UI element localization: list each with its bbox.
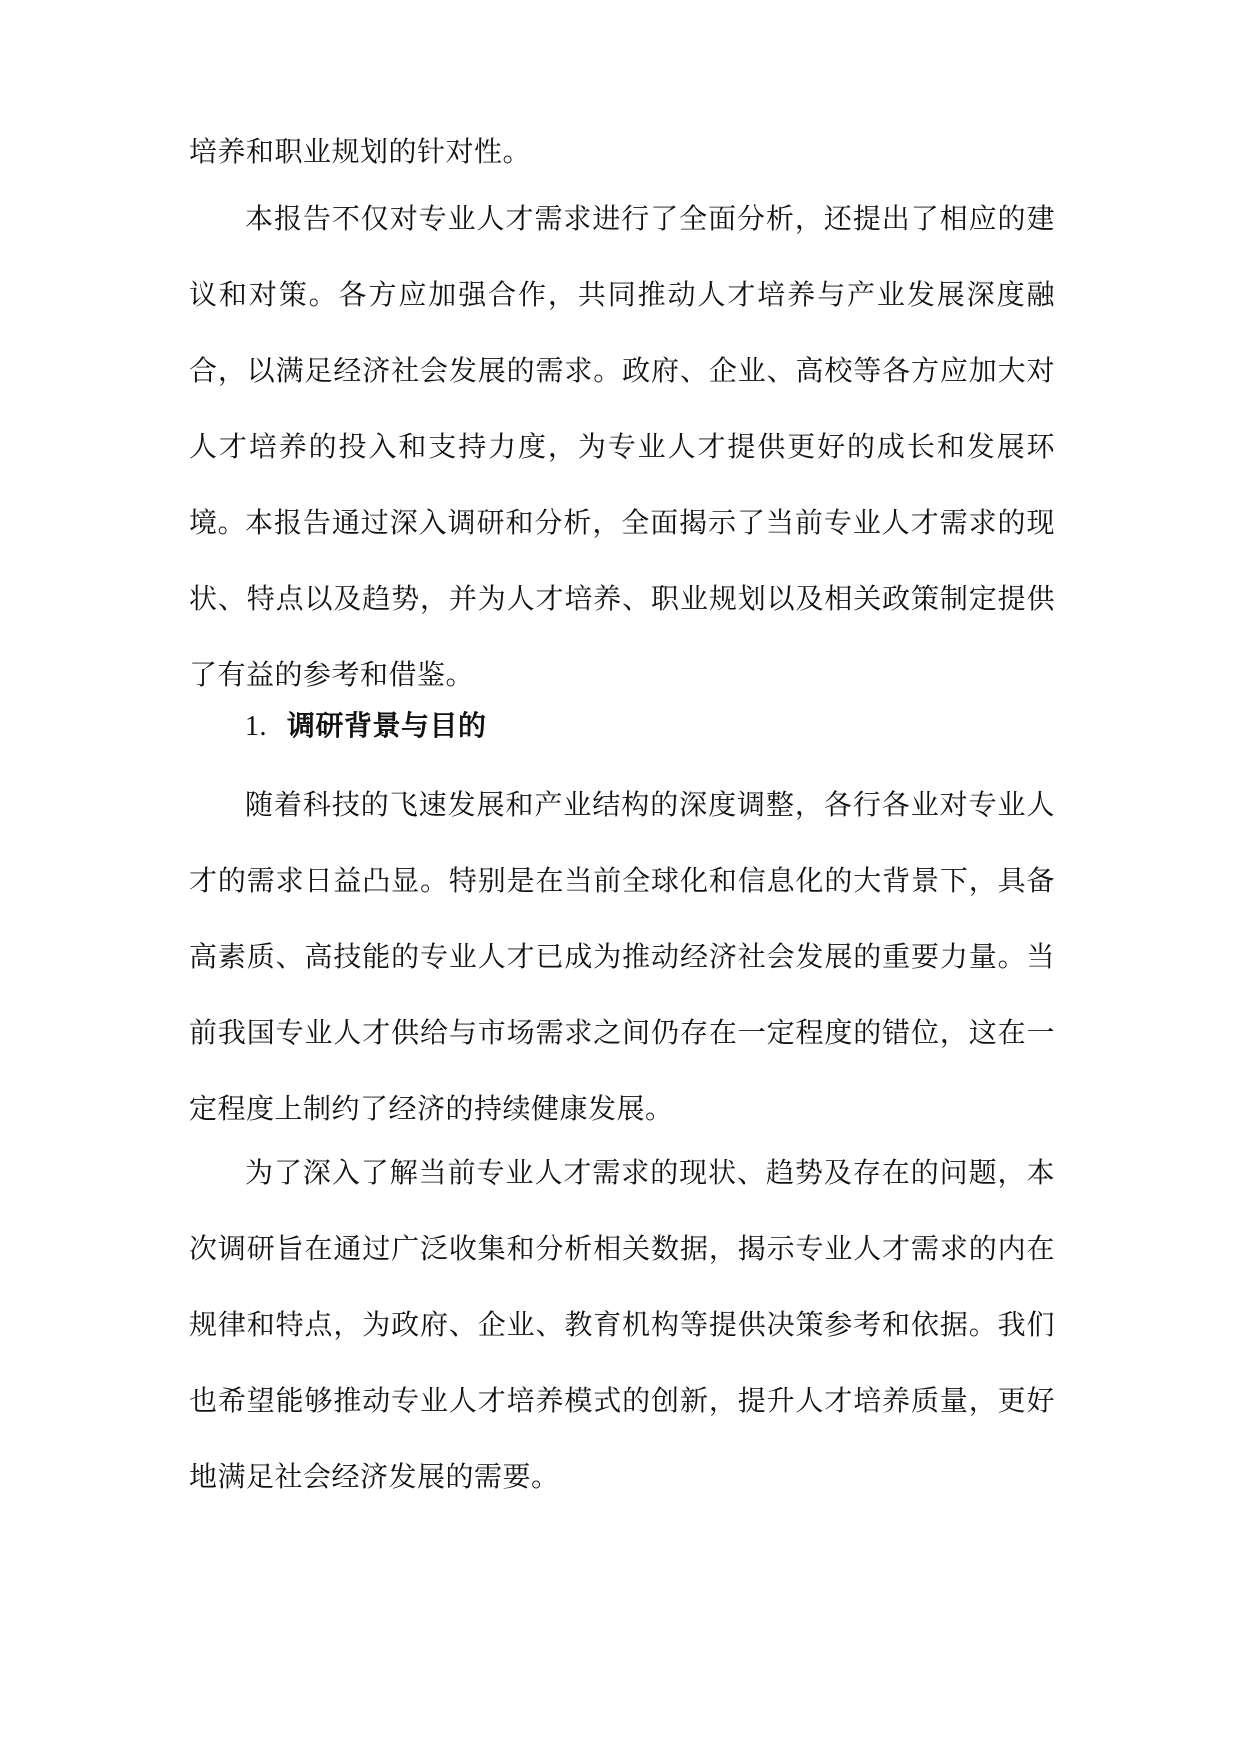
paragraph-report-summary: 本报告通过深入调研和分析，全面揭示了当前专业人才需求的现状、特点以及趋势，并为人才培养、职业规划以及相关政策制定提供了有益的参考和借鉴。 <box>189 506 1055 691</box>
paragraph-background: 随着科技的飞速发展和产业结构的深度调整，各行各业对专业人才的需求日益凸显。特别是在当前全球化和信息化的大背景下，具备高素质、高技能的专业人才已成为推动经济社会发展的重要力量。当前我国专业人才供给与市场需求之间仍存在一定程度的错位，这在一定程度上制约了经济的持续健康发展。 <box>189 788 1055 1125</box>
section-number: 1. <box>245 711 267 742</box>
section-title: 调研背景与目的 <box>287 709 487 742</box>
section-heading <box>245 706 1045 747</box>
paragraph-report-recommendations: 本报告不仅对专业人才需求进行了全面分析，还提出了相应的建议和对策。各方应加强合作，共同推动人才培养与产业发展深度融合，以满足经济社会发展的需求。政府、企业、高校等各方应加大对人才培养的投入和支持力度，为专业人才提供更好的成长和发展环境。 <box>189 202 1055 539</box>
paragraph-purpose: 为了深入了解当前专业人才需求的现状、趋势及存在的问题，本次调研旨在通过广泛收集和分析相关数据，揭示专业人才需求的内在规律和特点，为政府、企业、教育机构等提供决策参考和依据。我们也希望能够推动专业人才培养模式的创新，提升人才培养质量，更好地满足社会经济发展的需要。 <box>189 1156 1055 1493</box>
paragraph-continuation: 培养和职业规划的针对性。 <box>189 135 532 168</box>
